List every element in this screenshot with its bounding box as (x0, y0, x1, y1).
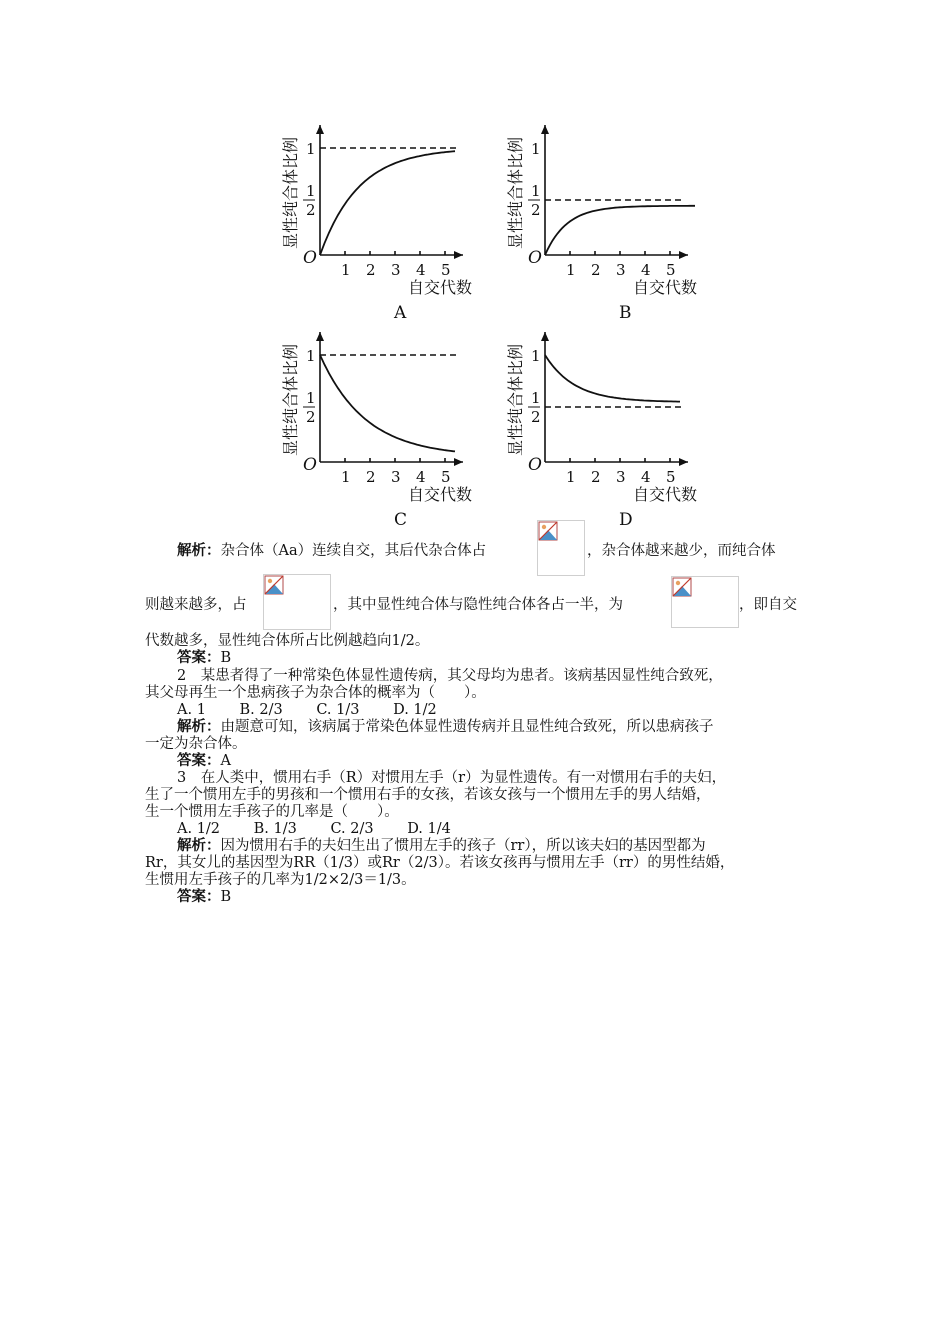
q1-text-1b: ，杂合体越来越少，而纯合体 (587, 543, 776, 559)
x-tick-label: 5 (666, 261, 676, 279)
q1-text-2b: ，其中显性纯合体与隐性纯合体各占一半，为 (333, 597, 623, 613)
x-tick-label: 2 (366, 261, 376, 279)
q2-answer-value: A (220, 753, 231, 769)
origin-label: O (303, 248, 317, 268)
y-axis-arrow (541, 332, 549, 341)
y-axis-title: 显性纯合体比例 (506, 343, 525, 456)
q2-jiexi-line2: 一定为杂合体。 (145, 736, 247, 752)
q1-text-1a: 杂合体（Aa）连续自交，其后代杂合体占 (220, 543, 487, 559)
x-tick-label: 5 (441, 468, 451, 486)
q1-text-2c: ，即自交 (739, 597, 797, 613)
q3-line3: 生一个惯用左手孩子的几率是（ ）。 (145, 804, 399, 820)
y-tick-label-one: 1 (306, 140, 316, 158)
x-tick-label: 4 (416, 261, 426, 279)
x-axis-arrow (454, 251, 463, 259)
fraction-image-placeholder-2 (263, 574, 331, 630)
q2-answer-label: 答案： (177, 753, 221, 769)
y-tick-label-half-num: 1 (531, 389, 541, 407)
y-tick-label-half-den: 2 (531, 408, 541, 426)
proportion-curve (545, 206, 695, 255)
graph-letter: C (394, 510, 408, 530)
x-axis-title: 自交代数 (633, 278, 698, 297)
q2-jiexi-label: 解析： (177, 719, 221, 735)
y-axis-title: 显性纯合体比例 (281, 136, 300, 249)
y-tick-label-half-den: 2 (531, 201, 541, 219)
graph-a-svg (280, 120, 520, 323)
x-tick-label: 1 (341, 468, 351, 486)
x-tick-label: 1 (341, 261, 351, 279)
x-tick-label: 3 (391, 261, 401, 279)
x-tick-label: 4 (641, 261, 651, 279)
x-tick-label: 3 (391, 468, 401, 486)
y-axis-arrow (316, 332, 324, 341)
y-tick-label-half-num: 1 (306, 389, 316, 407)
x-axis-arrow (454, 458, 463, 466)
graph-b (505, 120, 745, 323)
origin-label: O (303, 455, 317, 475)
broken-image-icon (264, 575, 284, 595)
broken-image-icon (538, 521, 558, 541)
q1-answer-label: 答案： (177, 650, 221, 666)
fraction-image-placeholder-3 (671, 576, 739, 628)
x-axis-arrow (679, 251, 688, 259)
y-tick-label-half-num: 1 (306, 182, 316, 200)
q2-line2: 其父母再生一个患病孩子为杂合体的概率为（ ）。 (145, 685, 486, 701)
graph-a (280, 120, 520, 323)
proportion-curve (320, 355, 455, 451)
proportion-curve (320, 151, 455, 255)
graph-c (280, 327, 520, 530)
q2-line1: 2 某患者得了一种常染色体显性遗传病，其父母均为患者。该病基因显性纯合致死， (177, 668, 723, 684)
q3-line1: 3 在人类中，惯用右手（R）对惯用左手（r）为显性遗传。有一对惯用右手的夫妇， (177, 770, 727, 786)
y-tick-label-half-den: 2 (306, 408, 316, 426)
x-axis-title: 自交代数 (408, 485, 473, 504)
y-tick-label-half-den: 2 (306, 201, 316, 219)
q3-line2: 生了一个惯用左手的男孩和一个惯用右手的女孩，若该女孩与一个惯用左手的男人结婚， (145, 787, 711, 803)
y-axis-arrow (541, 125, 549, 134)
y-axis-title: 显性纯合体比例 (281, 343, 300, 456)
q3-answer-value: B (220, 889, 232, 905)
x-tick-label: 2 (366, 468, 376, 486)
q3-jiexi-text1: 因为惯用右手的夫妇生出了惯用左手的孩子（rr），所以该夫妇的基因型都为 (220, 838, 706, 854)
q1-text-2a: 则越来越多，占 (145, 597, 247, 613)
q3-jiexi-label: 解析： (177, 838, 221, 854)
graph-letter: B (619, 303, 632, 323)
q1-jiexi-label: 解析： (177, 543, 221, 559)
graph-letter: D (619, 510, 633, 530)
graph-letter: A (394, 303, 407, 323)
q3-jiexi-line3: 生惯用左手孩子的几率为1/2×2/3＝1/3。 (145, 872, 416, 888)
origin-label: O (528, 248, 542, 268)
graph-c-svg (280, 327, 520, 530)
y-tick-label-one: 1 (306, 347, 316, 365)
q2-options: A. 1 B. 2/3 C. 1/3 D. 1/2 (177, 702, 437, 718)
x-tick-label: 3 (616, 468, 626, 486)
x-tick-label: 1 (566, 261, 576, 279)
x-tick-label: 2 (591, 468, 601, 486)
graph-d (505, 327, 745, 530)
y-tick-label-half-num: 1 (531, 182, 541, 200)
x-tick-label: 5 (666, 468, 676, 486)
q1-jiexi-line1 (177, 539, 486, 560)
y-axis-arrow (316, 125, 324, 134)
q3-jiexi-line2: Rr，其女儿的基因型为RR（1/3）或Rr（2/3）。若该女孩再与惯用左手（rr）的男性结婚， (145, 855, 735, 871)
q3-answer (177, 885, 231, 906)
x-axis-arrow (679, 458, 688, 466)
q3-answer-label: 答案： (177, 889, 221, 905)
graph-b-svg (505, 120, 745, 323)
x-tick-label: 2 (591, 261, 601, 279)
q1-answer-value: B (220, 650, 232, 666)
y-axis-title: 显性纯合体比例 (506, 136, 525, 249)
broken-image-icon (672, 577, 692, 597)
x-tick-label: 3 (616, 261, 626, 279)
q2-jiexi-text1: 由题意可知，该病属于常染色体显性遗传病并且显性纯合致死，所以患病孩子 (220, 719, 714, 735)
q2-jiexi-line1 (177, 715, 714, 736)
x-tick-label: 4 (641, 468, 651, 486)
q3-options: A. 1/2 B. 1/3 C. 2/3 D. 1/4 (177, 821, 451, 837)
x-tick-label: 4 (416, 468, 426, 486)
x-axis-title: 自交代数 (408, 278, 473, 297)
y-tick-label-one: 1 (531, 140, 541, 158)
origin-label: O (528, 455, 542, 475)
graph-d-svg (505, 327, 745, 530)
fraction-image-placeholder-1 (537, 520, 585, 576)
proportion-curve (545, 355, 680, 402)
y-tick-label-one: 1 (531, 347, 541, 365)
x-tick-label: 1 (566, 468, 576, 486)
x-tick-label: 5 (441, 261, 451, 279)
x-axis-title: 自交代数 (633, 485, 698, 504)
q1-text-3: 代数越多，显性纯合体所占比例越趋向1/2。 (145, 633, 430, 649)
